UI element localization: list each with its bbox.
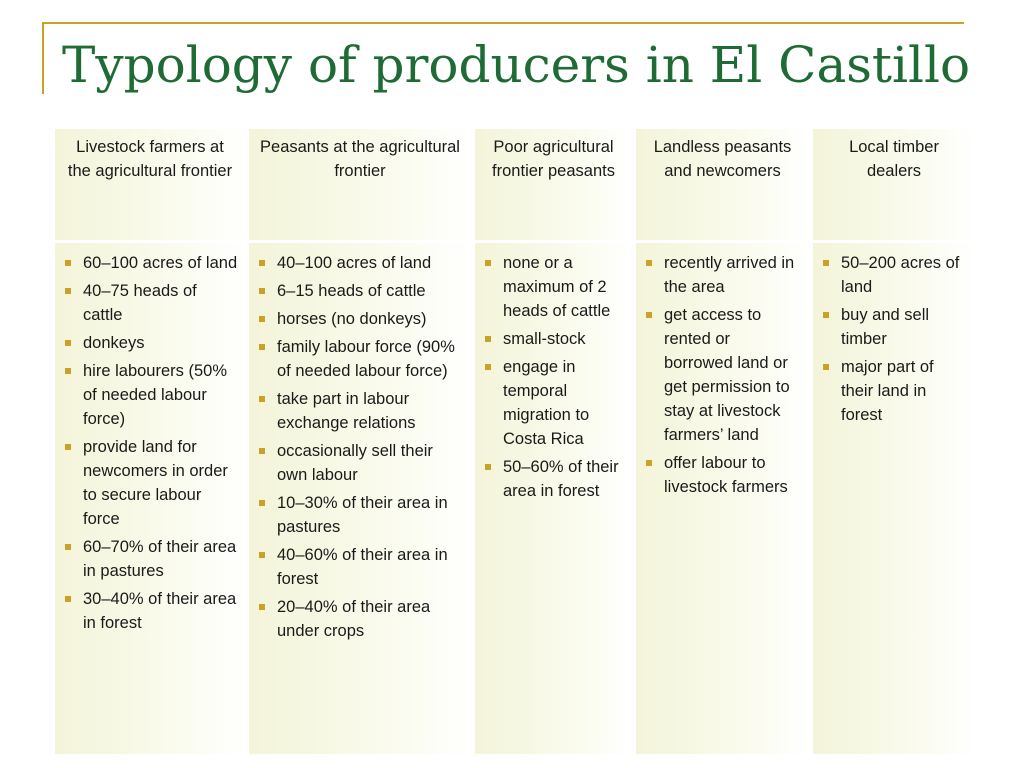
bullet-item bbox=[483, 455, 626, 503]
frame-top-rule bbox=[42, 22, 964, 24]
bullet-item bbox=[63, 535, 239, 583]
bullet-item bbox=[63, 359, 239, 431]
bullet-item bbox=[257, 439, 465, 487]
slide-title: Typology of producers in El Castillo bbox=[62, 36, 971, 94]
column-body bbox=[636, 243, 809, 754]
bullet-item bbox=[821, 251, 969, 299]
bullet-item bbox=[257, 335, 465, 383]
bullet-item bbox=[257, 251, 465, 275]
bullet-square-icon bbox=[259, 260, 265, 266]
bullet-item bbox=[644, 251, 803, 299]
bullet-item bbox=[257, 491, 465, 539]
bullet-text: 60–70% of their area in pastures bbox=[83, 538, 237, 580]
bullet-text: engage in temporal migration to Costa Rica bbox=[503, 358, 590, 448]
column-body bbox=[475, 243, 632, 754]
column-body bbox=[55, 243, 245, 754]
bullet-text: take part in labour exchange relations bbox=[277, 390, 416, 432]
bullet-text: 60–100 acres of land bbox=[83, 254, 238, 272]
bullet-item bbox=[821, 303, 969, 351]
bullet-text: 50–200 acres of land bbox=[841, 254, 960, 296]
bullet-item bbox=[257, 387, 465, 435]
column-header: Poor agricultural frontier peasants bbox=[475, 129, 632, 240]
bullet-item bbox=[63, 279, 239, 327]
table-column-peasants bbox=[249, 129, 471, 754]
bullet-square-icon bbox=[259, 396, 265, 402]
bullet-square-icon bbox=[485, 464, 491, 470]
bullet-square-icon bbox=[485, 260, 491, 266]
bullet-square-icon bbox=[259, 552, 265, 558]
bullet-item bbox=[63, 587, 239, 635]
bullet-text: 20–40% of their area under crops bbox=[277, 598, 431, 640]
bullet-square-icon bbox=[259, 288, 265, 294]
bullet-text: offer labour to livestock farmers bbox=[664, 454, 788, 496]
bullet-square-icon bbox=[65, 596, 71, 602]
bullet-item bbox=[257, 543, 465, 591]
bullet-square-icon bbox=[65, 288, 71, 294]
bullet-square-icon bbox=[646, 260, 652, 266]
bullet-list bbox=[821, 251, 969, 427]
table-column-poor-peasants bbox=[475, 129, 632, 754]
bullet-square-icon bbox=[65, 368, 71, 374]
bullet-square-icon bbox=[823, 364, 829, 370]
bullet-list bbox=[63, 251, 239, 635]
bullet-text: occasionally sell their own labour bbox=[277, 442, 433, 484]
bullet-item bbox=[63, 251, 239, 275]
bullet-text: 30–40% of their area in forest bbox=[83, 590, 237, 632]
bullet-text: get access to rented or borrowed land or get permission to stay at livestock farmers’ land bbox=[664, 306, 790, 444]
bullet-square-icon bbox=[823, 260, 829, 266]
bullet-list bbox=[483, 251, 626, 503]
bullet-square-icon bbox=[65, 544, 71, 550]
bullet-item bbox=[644, 451, 803, 499]
frame-left-rule bbox=[42, 22, 44, 94]
bullet-square-icon bbox=[259, 448, 265, 454]
bullet-item bbox=[483, 355, 626, 451]
table-column-livestock-farmers bbox=[55, 129, 245, 754]
bullet-item bbox=[483, 327, 626, 351]
column-header: Local timber dealers bbox=[813, 129, 975, 240]
bullet-square-icon bbox=[485, 364, 491, 370]
bullet-text: 40–100 acres of land bbox=[277, 254, 432, 272]
bullet-item bbox=[644, 303, 803, 447]
bullet-text: donkeys bbox=[83, 334, 145, 352]
column-header: Peasants at the agricultural frontier bbox=[249, 129, 471, 240]
table-column-landless-peasants bbox=[636, 129, 809, 754]
bullet-square-icon bbox=[259, 344, 265, 350]
bullet-text: buy and sell timber bbox=[841, 306, 930, 348]
bullet-item bbox=[63, 331, 239, 355]
bullet-item bbox=[483, 251, 626, 323]
bullet-square-icon bbox=[65, 444, 71, 450]
bullet-square-icon bbox=[646, 460, 652, 466]
bullet-square-icon bbox=[485, 336, 491, 342]
bullet-text: none or a maximum of 2 heads of cattle bbox=[503, 254, 611, 320]
bullet-text: horses (no donkeys) bbox=[277, 310, 427, 328]
bullet-square-icon bbox=[823, 312, 829, 318]
bullet-square-icon bbox=[259, 604, 265, 610]
bullet-item bbox=[257, 279, 465, 303]
bullet-text: 10–30% of their area in pastures bbox=[277, 494, 448, 536]
bullet-list bbox=[257, 251, 465, 643]
bullet-square-icon bbox=[65, 260, 71, 266]
bullet-square-icon bbox=[65, 340, 71, 346]
bullet-item bbox=[257, 595, 465, 643]
bullet-text: 40–75 heads of cattle bbox=[83, 282, 197, 324]
bullet-text: small-stock bbox=[503, 330, 586, 348]
bullet-text: recently arrived in the area bbox=[664, 254, 795, 296]
bullet-text: provide land for newcomers in order to secure labour force bbox=[83, 438, 228, 528]
column-header: Livestock farmers at the agricultural frontier bbox=[55, 129, 245, 240]
bullet-square-icon bbox=[646, 312, 652, 318]
column-header: Landless peasants and newcomers bbox=[636, 129, 809, 240]
bullet-list bbox=[644, 251, 803, 499]
bullet-text: family labour force (90% of needed labour force) bbox=[277, 338, 455, 380]
bullet-item bbox=[257, 307, 465, 331]
bullet-text: major part of their land in forest bbox=[841, 358, 934, 424]
bullet-text: hire labourers (50% of needed labour force) bbox=[83, 362, 227, 428]
table-column-timber-dealers bbox=[813, 129, 975, 754]
column-body bbox=[813, 243, 975, 754]
bullet-text: 6–15 heads of cattle bbox=[277, 282, 426, 300]
bullet-square-icon bbox=[259, 500, 265, 506]
column-body bbox=[249, 243, 471, 754]
bullet-text: 40–60% of their area in forest bbox=[277, 546, 448, 588]
bullet-item bbox=[821, 355, 969, 427]
bullet-item bbox=[63, 435, 239, 531]
bullet-text: 50–60% of their area in forest bbox=[503, 458, 619, 500]
bullet-square-icon bbox=[259, 316, 265, 322]
